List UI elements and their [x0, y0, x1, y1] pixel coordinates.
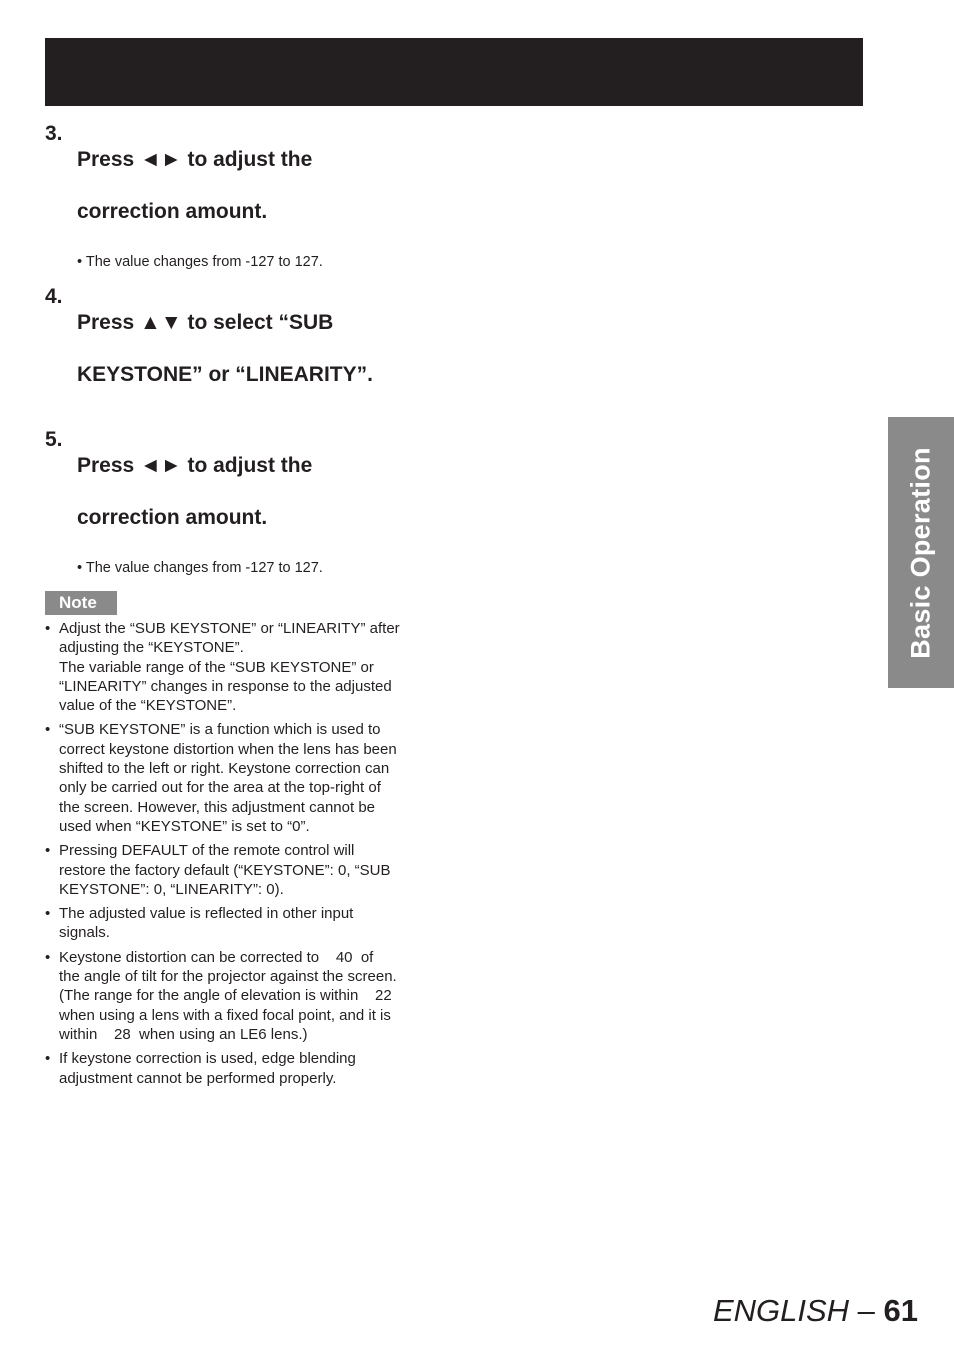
note-line: only be carried out for the area at the top-right of	[59, 779, 381, 797]
note-item	[45, 1049, 430, 1088]
page-number: 61	[883, 1293, 918, 1328]
bullet-icon: •	[45, 721, 51, 739]
bullet-icon: •	[45, 905, 51, 923]
note-line: adjustment cannot be performed properly.	[59, 1069, 337, 1087]
note-item	[45, 841, 430, 899]
step-number: 4.	[45, 285, 63, 308]
step-instruction	[77, 121, 430, 251]
bullet-icon: •	[45, 842, 51, 860]
step-instruction	[77, 427, 430, 557]
step-line: Press ◄► to adjust the	[77, 148, 313, 171]
bullet-icon: •	[45, 620, 51, 637]
footer-language: ENGLISH	[712, 1293, 850, 1328]
note-line: the angle of tilt for the projector against the screen.	[59, 968, 397, 986]
step-number: 3.	[45, 122, 63, 145]
note-line: “LINEARITY” changes in response to the adjusted	[59, 677, 392, 695]
note-list	[45, 619, 430, 1088]
note-line: within 28 when using an LE6 lens.)	[59, 1025, 308, 1043]
note-item	[45, 720, 430, 836]
step-4	[45, 284, 430, 414]
note-item	[45, 619, 430, 715]
side-tab-label: Basic Operation	[905, 446, 936, 659]
note-line: “SUB KEYSTONE” is a function which is used to	[59, 721, 381, 739]
instructions-column	[45, 121, 430, 1093]
note-line: signals.	[59, 924, 110, 942]
step-line: correction amount.	[77, 200, 268, 223]
page-footer	[713, 1291, 918, 1331]
note-line: Keystone distortion can be corrected to 40 of	[59, 948, 374, 966]
note-line: (The range for the angle of elevation is within 22	[59, 987, 392, 1005]
bullet-icon: •	[45, 1050, 51, 1068]
footer-separator: –	[849, 1293, 884, 1328]
note-item	[45, 948, 430, 1044]
step-line: Press ◄► to adjust the	[77, 454, 313, 477]
bullet-icon: •	[45, 948, 51, 966]
section-side-tab	[888, 417, 954, 688]
step-sub-bullet: • The value changes from -127 to 127.	[77, 560, 323, 576]
note-line: value of the “KEYSTONE”.	[59, 697, 237, 715]
note-line: The variable range of the “SUB KEYSTONE” or	[59, 658, 374, 676]
step-5	[45, 427, 430, 557]
note-label: Note	[45, 591, 117, 615]
step-3	[45, 121, 430, 251]
note-line: adjusting the “KEYSTONE”.	[59, 639, 244, 657]
section-header-bar	[45, 38, 863, 106]
note-line: restore the factory default (“KEYSTONE”: 0, “SUB	[59, 861, 391, 879]
note-line: used when “KEYSTONE” is set to “0”.	[59, 817, 310, 835]
step-number: 5.	[45, 428, 63, 451]
note-line: The adjusted value is reflected in other input	[59, 905, 354, 923]
note-line: Pressing DEFAULT of the remote control will	[59, 842, 355, 860]
note-line: when using a lens with a fixed focal point, and it is	[59, 1006, 391, 1024]
step-line: Press ▲▼ to select “SUB	[77, 311, 334, 334]
note-line: correct keystone distortion when the lens has been	[59, 740, 397, 758]
note-line: If keystone correction is used, edge blending	[59, 1050, 356, 1068]
step-instruction	[77, 284, 430, 414]
note-line: the screen. However, this adjustment cannot be	[59, 798, 376, 816]
note-item	[45, 904, 430, 943]
step-line: correction amount.	[77, 506, 268, 529]
note-line: Adjust the “SUB KEYSTONE” or “LINEARITY” after	[59, 620, 400, 637]
note-line: shifted to the left or right. Keystone correction can	[59, 760, 390, 778]
step-sub-bullet: • The value changes from -127 to 127.	[77, 254, 323, 270]
step-line: KEYSTONE” or “LINEARITY”.	[77, 363, 373, 386]
note-line: KEYSTONE”: 0, “LINEARITY”: 0).	[59, 880, 284, 898]
